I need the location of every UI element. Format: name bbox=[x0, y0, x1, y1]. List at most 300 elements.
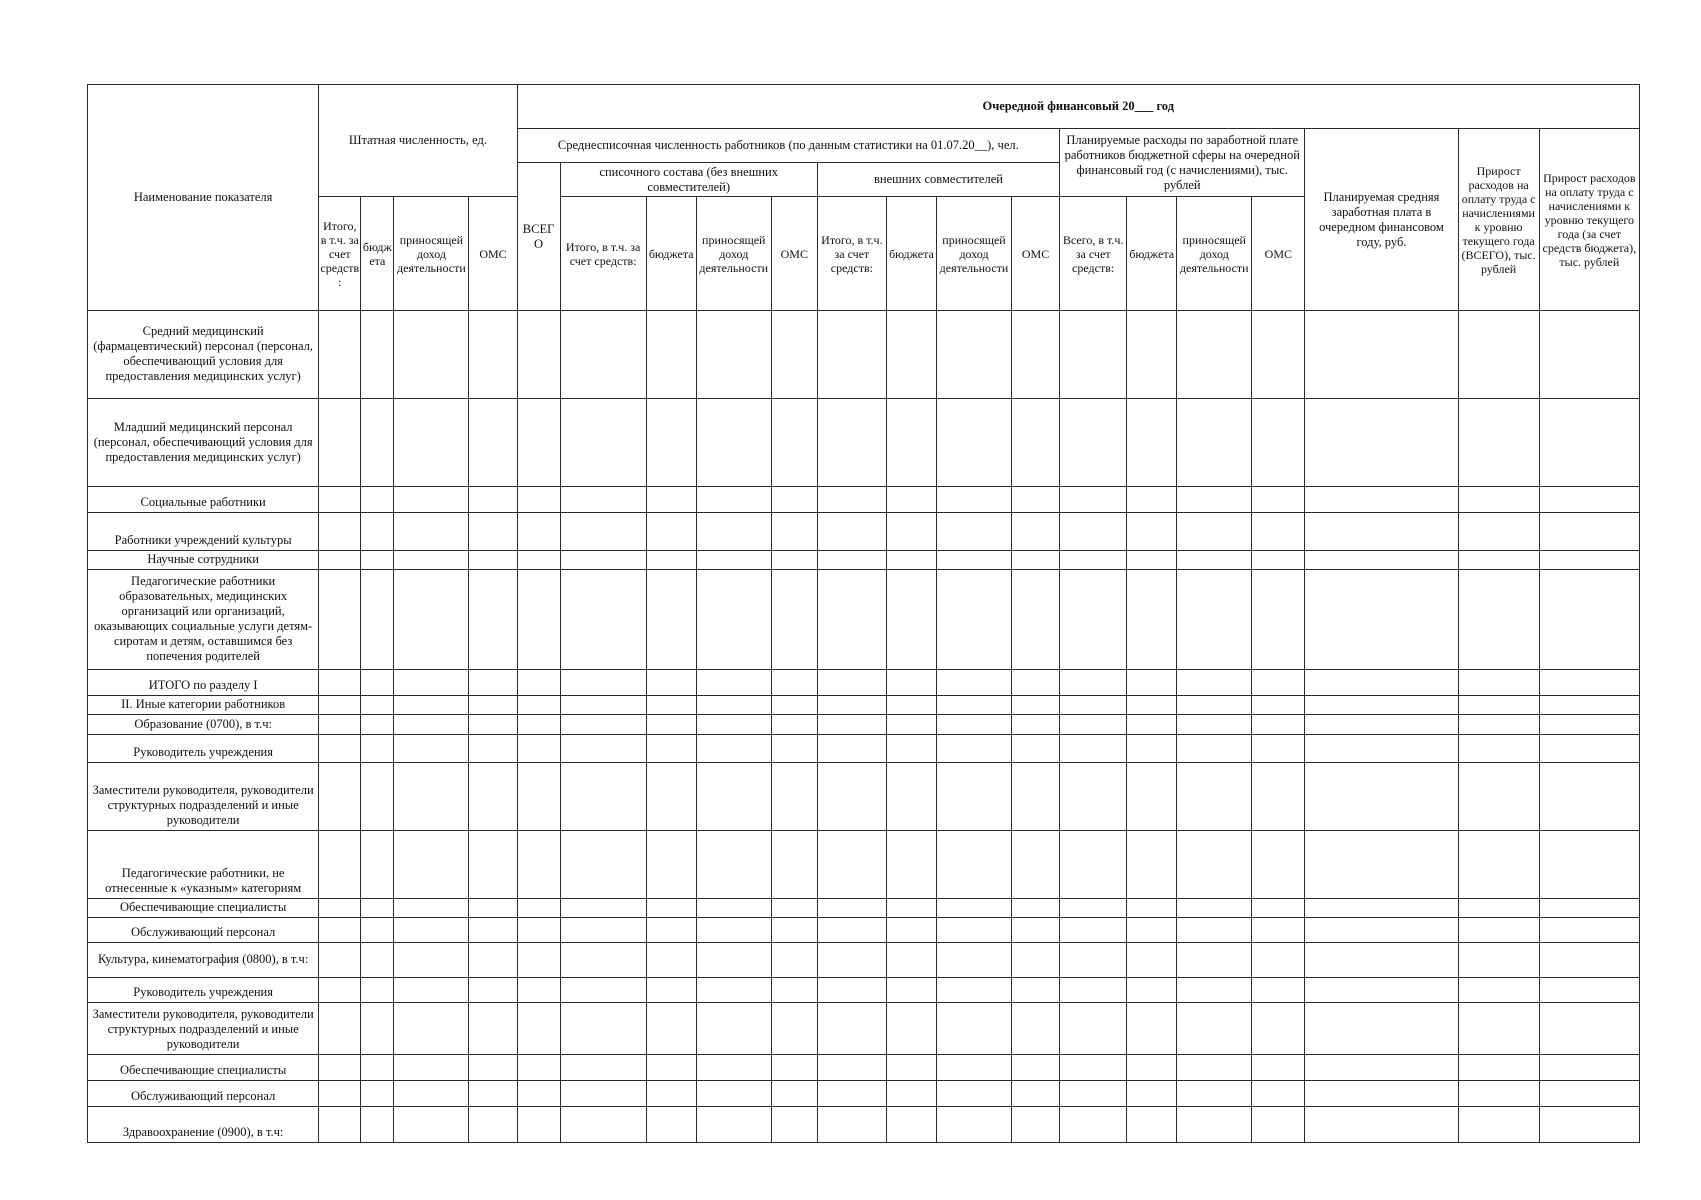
value-cell[interactable] bbox=[1539, 918, 1639, 943]
value-cell[interactable] bbox=[1127, 1003, 1177, 1055]
value-cell[interactable] bbox=[1177, 735, 1252, 763]
value-cell[interactable] bbox=[319, 1003, 361, 1055]
value-cell[interactable] bbox=[1458, 551, 1539, 570]
value-cell[interactable] bbox=[1305, 487, 1458, 513]
value-cell[interactable] bbox=[696, 311, 771, 399]
value-cell[interactable] bbox=[1012, 570, 1060, 670]
value-cell[interactable] bbox=[646, 943, 696, 978]
value-cell[interactable] bbox=[771, 487, 817, 513]
value-cell[interactable] bbox=[1177, 670, 1252, 696]
value-cell[interactable] bbox=[1177, 696, 1252, 715]
value-cell[interactable] bbox=[646, 899, 696, 918]
value-cell[interactable] bbox=[886, 670, 936, 696]
value-cell[interactable] bbox=[1458, 943, 1539, 978]
value-cell[interactable] bbox=[560, 1081, 646, 1107]
value-cell[interactable] bbox=[517, 715, 560, 735]
value-cell[interactable] bbox=[361, 551, 394, 570]
value-cell[interactable] bbox=[886, 570, 936, 670]
value-cell[interactable] bbox=[771, 763, 817, 831]
value-cell[interactable] bbox=[1012, 551, 1060, 570]
value-cell[interactable] bbox=[394, 763, 469, 831]
value-cell[interactable] bbox=[1539, 715, 1639, 735]
value-cell[interactable] bbox=[696, 831, 771, 899]
value-cell[interactable] bbox=[394, 670, 469, 696]
value-cell[interactable] bbox=[1252, 943, 1305, 978]
value-cell[interactable] bbox=[1127, 735, 1177, 763]
value-cell[interactable] bbox=[517, 1003, 560, 1055]
value-cell[interactable] bbox=[1539, 311, 1639, 399]
value-cell[interactable] bbox=[646, 1107, 696, 1143]
value-cell[interactable] bbox=[394, 399, 469, 487]
value-cell[interactable] bbox=[1305, 311, 1458, 399]
value-cell[interactable] bbox=[469, 570, 517, 670]
value-cell[interactable] bbox=[936, 1003, 1011, 1055]
value-cell[interactable] bbox=[1252, 831, 1305, 899]
value-cell[interactable] bbox=[646, 513, 696, 551]
value-cell[interactable] bbox=[646, 696, 696, 715]
value-cell[interactable] bbox=[817, 513, 886, 551]
value-cell[interactable] bbox=[394, 1081, 469, 1107]
value-cell[interactable] bbox=[319, 487, 361, 513]
value-cell[interactable] bbox=[394, 487, 469, 513]
value-cell[interactable] bbox=[560, 311, 646, 399]
value-cell[interactable] bbox=[646, 831, 696, 899]
value-cell[interactable] bbox=[1305, 551, 1458, 570]
value-cell[interactable] bbox=[696, 715, 771, 735]
value-cell[interactable] bbox=[1252, 670, 1305, 696]
value-cell[interactable] bbox=[560, 715, 646, 735]
value-cell[interactable] bbox=[771, 1055, 817, 1081]
value-cell[interactable] bbox=[1127, 696, 1177, 715]
value-cell[interactable] bbox=[469, 735, 517, 763]
value-cell[interactable] bbox=[1252, 1003, 1305, 1055]
value-cell[interactable] bbox=[361, 899, 394, 918]
value-cell[interactable] bbox=[771, 696, 817, 715]
value-cell[interactable] bbox=[394, 1107, 469, 1143]
value-cell[interactable] bbox=[886, 943, 936, 978]
value-cell[interactable] bbox=[817, 570, 886, 670]
value-cell[interactable] bbox=[394, 513, 469, 551]
value-cell[interactable] bbox=[1539, 513, 1639, 551]
value-cell[interactable] bbox=[1458, 1107, 1539, 1143]
value-cell[interactable] bbox=[771, 978, 817, 1003]
value-cell[interactable] bbox=[517, 763, 560, 831]
value-cell[interactable] bbox=[1458, 763, 1539, 831]
value-cell[interactable] bbox=[1012, 1107, 1060, 1143]
value-cell[interactable] bbox=[394, 918, 469, 943]
value-cell[interactable] bbox=[886, 831, 936, 899]
value-cell[interactable] bbox=[394, 1055, 469, 1081]
value-cell[interactable] bbox=[696, 551, 771, 570]
value-cell[interactable] bbox=[319, 735, 361, 763]
value-cell[interactable] bbox=[319, 696, 361, 715]
value-cell[interactable] bbox=[936, 735, 1011, 763]
value-cell[interactable] bbox=[560, 1055, 646, 1081]
value-cell[interactable] bbox=[936, 513, 1011, 551]
value-cell[interactable] bbox=[1458, 899, 1539, 918]
value-cell[interactable] bbox=[1177, 1107, 1252, 1143]
value-cell[interactable] bbox=[361, 670, 394, 696]
value-cell[interactable] bbox=[1305, 943, 1458, 978]
value-cell[interactable] bbox=[646, 1055, 696, 1081]
value-cell[interactable] bbox=[646, 715, 696, 735]
value-cell[interactable] bbox=[394, 570, 469, 670]
value-cell[interactable] bbox=[517, 399, 560, 487]
value-cell[interactable] bbox=[886, 1081, 936, 1107]
value-cell[interactable] bbox=[394, 735, 469, 763]
value-cell[interactable] bbox=[1305, 1107, 1458, 1143]
value-cell[interactable] bbox=[1252, 1081, 1305, 1107]
value-cell[interactable] bbox=[817, 831, 886, 899]
value-cell[interactable] bbox=[469, 513, 517, 551]
value-cell[interactable] bbox=[1127, 570, 1177, 670]
value-cell[interactable] bbox=[771, 918, 817, 943]
value-cell[interactable] bbox=[1305, 1055, 1458, 1081]
value-cell[interactable] bbox=[771, 1081, 817, 1107]
value-cell[interactable] bbox=[319, 311, 361, 399]
value-cell[interactable] bbox=[1127, 399, 1177, 487]
value-cell[interactable] bbox=[1127, 311, 1177, 399]
value-cell[interactable] bbox=[1177, 1003, 1252, 1055]
value-cell[interactable] bbox=[1305, 1003, 1458, 1055]
value-cell[interactable] bbox=[361, 763, 394, 831]
value-cell[interactable] bbox=[560, 899, 646, 918]
value-cell[interactable] bbox=[1305, 670, 1458, 696]
value-cell[interactable] bbox=[817, 696, 886, 715]
value-cell[interactable] bbox=[817, 399, 886, 487]
value-cell[interactable] bbox=[517, 978, 560, 1003]
value-cell[interactable] bbox=[319, 1055, 361, 1081]
value-cell[interactable] bbox=[394, 311, 469, 399]
value-cell[interactable] bbox=[646, 311, 696, 399]
value-cell[interactable] bbox=[361, 831, 394, 899]
value-cell[interactable] bbox=[817, 1055, 886, 1081]
value-cell[interactable] bbox=[1012, 513, 1060, 551]
value-cell[interactable] bbox=[469, 487, 517, 513]
value-cell[interactable] bbox=[319, 918, 361, 943]
value-cell[interactable] bbox=[517, 943, 560, 978]
value-cell[interactable] bbox=[886, 487, 936, 513]
value-cell[interactable] bbox=[1012, 943, 1060, 978]
value-cell[interactable] bbox=[469, 670, 517, 696]
value-cell[interactable] bbox=[936, 763, 1011, 831]
value-cell[interactable] bbox=[1252, 899, 1305, 918]
value-cell[interactable] bbox=[1177, 715, 1252, 735]
value-cell[interactable] bbox=[469, 1081, 517, 1107]
value-cell[interactable] bbox=[646, 918, 696, 943]
value-cell[interactable] bbox=[1177, 831, 1252, 899]
value-cell[interactable] bbox=[319, 943, 361, 978]
value-cell[interactable] bbox=[469, 763, 517, 831]
value-cell[interactable] bbox=[1060, 1107, 1127, 1143]
value-cell[interactable] bbox=[1127, 1055, 1177, 1081]
value-cell[interactable] bbox=[886, 978, 936, 1003]
value-cell[interactable] bbox=[817, 1003, 886, 1055]
value-cell[interactable] bbox=[560, 1107, 646, 1143]
value-cell[interactable] bbox=[1177, 763, 1252, 831]
value-cell[interactable] bbox=[936, 918, 1011, 943]
value-cell[interactable] bbox=[696, 570, 771, 670]
value-cell[interactable] bbox=[1177, 1055, 1252, 1081]
value-cell[interactable] bbox=[646, 763, 696, 831]
value-cell[interactable] bbox=[886, 715, 936, 735]
value-cell[interactable] bbox=[517, 670, 560, 696]
value-cell[interactable] bbox=[319, 715, 361, 735]
value-cell[interactable] bbox=[817, 311, 886, 399]
value-cell[interactable] bbox=[771, 670, 817, 696]
value-cell[interactable] bbox=[560, 551, 646, 570]
value-cell[interactable] bbox=[560, 570, 646, 670]
value-cell[interactable] bbox=[1012, 735, 1060, 763]
value-cell[interactable] bbox=[1539, 670, 1639, 696]
value-cell[interactable] bbox=[936, 978, 1011, 1003]
value-cell[interactable] bbox=[1252, 551, 1305, 570]
value-cell[interactable] bbox=[886, 311, 936, 399]
value-cell[interactable] bbox=[817, 551, 886, 570]
value-cell[interactable] bbox=[1458, 670, 1539, 696]
value-cell[interactable] bbox=[1252, 918, 1305, 943]
value-cell[interactable] bbox=[1458, 715, 1539, 735]
value-cell[interactable] bbox=[1177, 943, 1252, 978]
value-cell[interactable] bbox=[771, 1003, 817, 1055]
value-cell[interactable] bbox=[1127, 715, 1177, 735]
value-cell[interactable] bbox=[1305, 899, 1458, 918]
value-cell[interactable] bbox=[886, 735, 936, 763]
value-cell[interactable] bbox=[560, 735, 646, 763]
value-cell[interactable] bbox=[817, 943, 886, 978]
value-cell[interactable] bbox=[817, 1081, 886, 1107]
value-cell[interactable] bbox=[936, 399, 1011, 487]
value-cell[interactable] bbox=[817, 487, 886, 513]
value-cell[interactable] bbox=[1252, 735, 1305, 763]
value-cell[interactable] bbox=[936, 696, 1011, 715]
value-cell[interactable] bbox=[771, 1107, 817, 1143]
value-cell[interactable] bbox=[1539, 978, 1639, 1003]
value-cell[interactable] bbox=[696, 1081, 771, 1107]
value-cell[interactable] bbox=[817, 670, 886, 696]
value-cell[interactable] bbox=[1127, 551, 1177, 570]
value-cell[interactable] bbox=[696, 487, 771, 513]
value-cell[interactable] bbox=[1539, 831, 1639, 899]
value-cell[interactable] bbox=[1127, 1081, 1177, 1107]
value-cell[interactable] bbox=[517, 831, 560, 899]
value-cell[interactable] bbox=[560, 943, 646, 978]
value-cell[interactable] bbox=[696, 1055, 771, 1081]
value-cell[interactable] bbox=[319, 551, 361, 570]
value-cell[interactable] bbox=[1305, 570, 1458, 670]
value-cell[interactable] bbox=[1177, 978, 1252, 1003]
value-cell[interactable] bbox=[646, 978, 696, 1003]
value-cell[interactable] bbox=[361, 513, 394, 551]
value-cell[interactable] bbox=[1305, 715, 1458, 735]
value-cell[interactable] bbox=[1127, 670, 1177, 696]
value-cell[interactable] bbox=[696, 1107, 771, 1143]
value-cell[interactable] bbox=[1252, 978, 1305, 1003]
value-cell[interactable] bbox=[1305, 696, 1458, 715]
value-cell[interactable] bbox=[361, 735, 394, 763]
value-cell[interactable] bbox=[361, 715, 394, 735]
value-cell[interactable] bbox=[696, 399, 771, 487]
value-cell[interactable] bbox=[1458, 735, 1539, 763]
value-cell[interactable] bbox=[1127, 513, 1177, 551]
value-cell[interactable] bbox=[1458, 696, 1539, 715]
value-cell[interactable] bbox=[517, 918, 560, 943]
value-cell[interactable] bbox=[646, 551, 696, 570]
value-cell[interactable] bbox=[936, 715, 1011, 735]
value-cell[interactable] bbox=[469, 715, 517, 735]
value-cell[interactable] bbox=[1458, 1081, 1539, 1107]
value-cell[interactable] bbox=[817, 899, 886, 918]
value-cell[interactable] bbox=[1012, 899, 1060, 918]
value-cell[interactable] bbox=[394, 831, 469, 899]
value-cell[interactable] bbox=[1305, 399, 1458, 487]
value-cell[interactable] bbox=[1252, 399, 1305, 487]
value-cell[interactable] bbox=[1060, 715, 1127, 735]
value-cell[interactable] bbox=[696, 670, 771, 696]
value-cell[interactable] bbox=[696, 899, 771, 918]
value-cell[interactable] bbox=[560, 399, 646, 487]
value-cell[interactable] bbox=[560, 696, 646, 715]
value-cell[interactable] bbox=[646, 487, 696, 513]
value-cell[interactable] bbox=[1012, 311, 1060, 399]
value-cell[interactable] bbox=[1305, 735, 1458, 763]
value-cell[interactable] bbox=[1305, 918, 1458, 943]
value-cell[interactable] bbox=[361, 918, 394, 943]
value-cell[interactable] bbox=[646, 399, 696, 487]
value-cell[interactable] bbox=[771, 513, 817, 551]
value-cell[interactable] bbox=[936, 487, 1011, 513]
value-cell[interactable] bbox=[1127, 899, 1177, 918]
value-cell[interactable] bbox=[1252, 696, 1305, 715]
value-cell[interactable] bbox=[696, 763, 771, 831]
value-cell[interactable] bbox=[319, 1107, 361, 1143]
value-cell[interactable] bbox=[1060, 735, 1127, 763]
value-cell[interactable] bbox=[1060, 763, 1127, 831]
value-cell[interactable] bbox=[1177, 311, 1252, 399]
value-cell[interactable] bbox=[771, 311, 817, 399]
value-cell[interactable] bbox=[469, 1003, 517, 1055]
value-cell[interactable] bbox=[936, 570, 1011, 670]
value-cell[interactable] bbox=[1060, 943, 1127, 978]
value-cell[interactable] bbox=[469, 899, 517, 918]
value-cell[interactable] bbox=[319, 978, 361, 1003]
value-cell[interactable] bbox=[1127, 763, 1177, 831]
value-cell[interactable] bbox=[1458, 978, 1539, 1003]
value-cell[interactable] bbox=[1177, 487, 1252, 513]
value-cell[interactable] bbox=[1252, 1055, 1305, 1081]
value-cell[interactable] bbox=[361, 1055, 394, 1081]
value-cell[interactable] bbox=[646, 1003, 696, 1055]
value-cell[interactable] bbox=[886, 696, 936, 715]
value-cell[interactable] bbox=[1252, 1107, 1305, 1143]
value-cell[interactable] bbox=[394, 715, 469, 735]
value-cell[interactable] bbox=[1177, 399, 1252, 487]
value-cell[interactable] bbox=[361, 399, 394, 487]
value-cell[interactable] bbox=[1177, 570, 1252, 670]
value-cell[interactable] bbox=[1252, 513, 1305, 551]
value-cell[interactable] bbox=[517, 570, 560, 670]
value-cell[interactable] bbox=[936, 551, 1011, 570]
value-cell[interactable] bbox=[1539, 1107, 1639, 1143]
value-cell[interactable] bbox=[646, 570, 696, 670]
value-cell[interactable] bbox=[1539, 899, 1639, 918]
value-cell[interactable] bbox=[361, 696, 394, 715]
value-cell[interactable] bbox=[394, 978, 469, 1003]
value-cell[interactable] bbox=[394, 943, 469, 978]
value-cell[interactable] bbox=[1539, 1081, 1639, 1107]
value-cell[interactable] bbox=[469, 1107, 517, 1143]
value-cell[interactable] bbox=[817, 918, 886, 943]
value-cell[interactable] bbox=[696, 978, 771, 1003]
value-cell[interactable] bbox=[1060, 899, 1127, 918]
value-cell[interactable] bbox=[1012, 1055, 1060, 1081]
value-cell[interactable] bbox=[696, 918, 771, 943]
value-cell[interactable] bbox=[1539, 487, 1639, 513]
value-cell[interactable] bbox=[560, 670, 646, 696]
value-cell[interactable] bbox=[469, 696, 517, 715]
value-cell[interactable] bbox=[886, 551, 936, 570]
value-cell[interactable] bbox=[817, 978, 886, 1003]
value-cell[interactable] bbox=[696, 735, 771, 763]
value-cell[interactable] bbox=[394, 551, 469, 570]
value-cell[interactable] bbox=[1060, 918, 1127, 943]
value-cell[interactable] bbox=[1305, 763, 1458, 831]
value-cell[interactable] bbox=[1060, 399, 1127, 487]
value-cell[interactable] bbox=[394, 1003, 469, 1055]
value-cell[interactable] bbox=[469, 978, 517, 1003]
value-cell[interactable] bbox=[1060, 696, 1127, 715]
value-cell[interactable] bbox=[517, 696, 560, 715]
value-cell[interactable] bbox=[771, 831, 817, 899]
value-cell[interactable] bbox=[560, 513, 646, 551]
value-cell[interactable] bbox=[1252, 570, 1305, 670]
value-cell[interactable] bbox=[936, 670, 1011, 696]
value-cell[interactable] bbox=[1012, 918, 1060, 943]
value-cell[interactable] bbox=[1458, 918, 1539, 943]
value-cell[interactable] bbox=[1060, 570, 1127, 670]
value-cell[interactable] bbox=[1127, 831, 1177, 899]
value-cell[interactable] bbox=[560, 1003, 646, 1055]
value-cell[interactable] bbox=[469, 943, 517, 978]
value-cell[interactable] bbox=[469, 831, 517, 899]
value-cell[interactable] bbox=[886, 1055, 936, 1081]
value-cell[interactable] bbox=[936, 943, 1011, 978]
value-cell[interactable] bbox=[771, 899, 817, 918]
value-cell[interactable] bbox=[886, 899, 936, 918]
value-cell[interactable] bbox=[517, 1081, 560, 1107]
value-cell[interactable] bbox=[936, 1055, 1011, 1081]
value-cell[interactable] bbox=[817, 763, 886, 831]
value-cell[interactable] bbox=[696, 1003, 771, 1055]
value-cell[interactable] bbox=[1539, 570, 1639, 670]
value-cell[interactable] bbox=[886, 399, 936, 487]
value-cell[interactable] bbox=[771, 399, 817, 487]
value-cell[interactable] bbox=[1539, 696, 1639, 715]
value-cell[interactable] bbox=[361, 943, 394, 978]
value-cell[interactable] bbox=[319, 513, 361, 551]
value-cell[interactable] bbox=[1305, 978, 1458, 1003]
value-cell[interactable] bbox=[517, 1055, 560, 1081]
value-cell[interactable] bbox=[361, 1003, 394, 1055]
value-cell[interactable] bbox=[936, 311, 1011, 399]
value-cell[interactable] bbox=[1177, 918, 1252, 943]
value-cell[interactable] bbox=[1539, 551, 1639, 570]
value-cell[interactable] bbox=[1127, 487, 1177, 513]
value-cell[interactable] bbox=[886, 1107, 936, 1143]
value-cell[interactable] bbox=[560, 763, 646, 831]
value-cell[interactable] bbox=[517, 899, 560, 918]
value-cell[interactable] bbox=[1060, 513, 1127, 551]
